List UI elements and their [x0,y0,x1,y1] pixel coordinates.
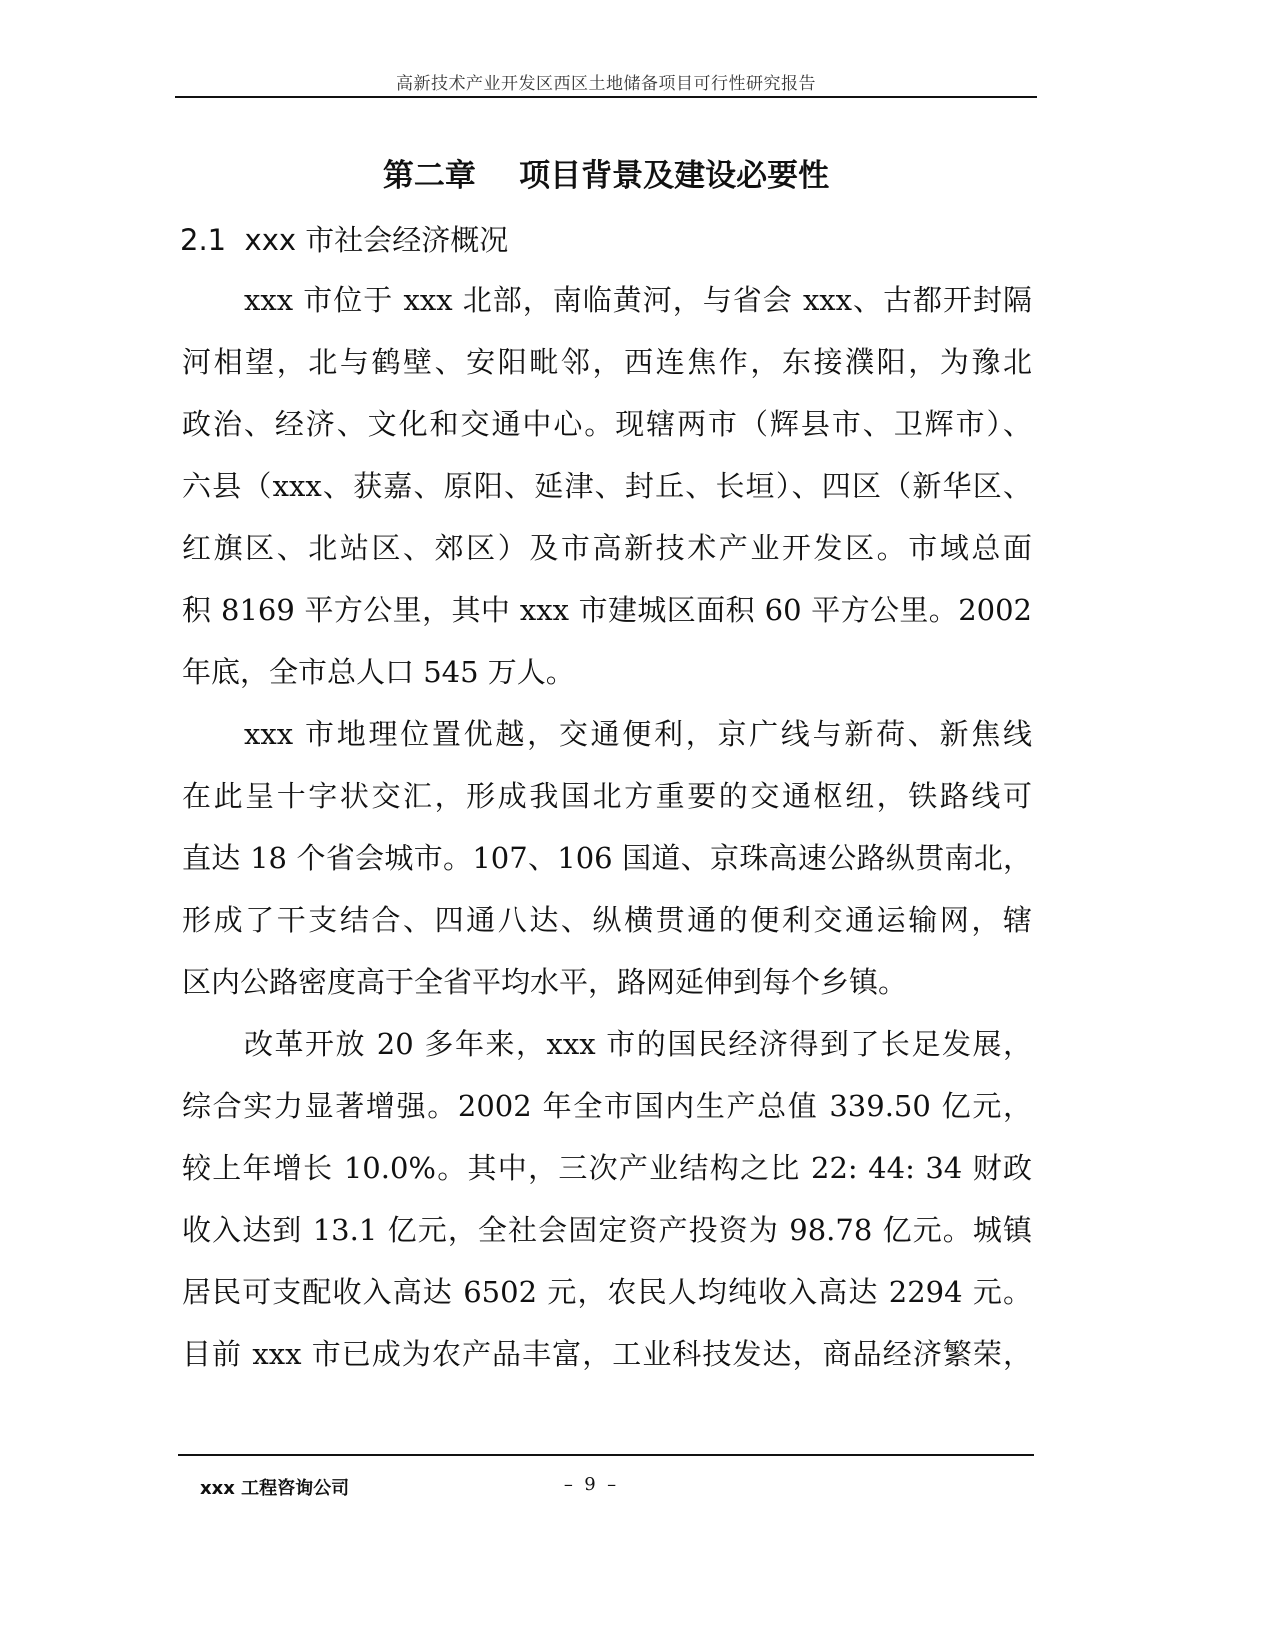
paragraph-1-line-6: 积 8169 平方公里，其中 xxx 市建城区面积 60 平方公里。2002 [182,593,1032,627]
paragraph-3-line-5: 居民可支配收入高达 6502 元，农民人均纯收入高达 2294 元。 [182,1275,1032,1309]
paragraph-1-line-5: 红旗区、北站区、郊区）及市高新技术产业开发区。市域总面 [182,531,1032,565]
paragraph-3-line-2: 综合实力显著增强。2002 年全市国内生产总值 339.50 亿元， [182,1089,1032,1123]
paragraph-3-line-1: 改革开放 20 多年来，xxx 市的国民经济得到了长足发展， [244,1027,1032,1061]
paragraph-2-line-1: xxx 市地理位置优越，交通便利，京广线与新荷、新焦线 [244,717,1032,751]
running-header: 高新技术产业开发区西区土地储备项目可行性研究报告 [396,74,816,94]
paragraph-2-line-2: 在此呈十字状交汇，形成我国北方重要的交通枢纽，铁路线可 [182,779,1032,813]
paragraph-1-line-7: 年底，全市总人口 545 万人。 [182,655,575,689]
paragraph-1-line-2: 河相望，北与鹤壁、安阳毗邻，西连焦作，东接濮阳，为豫北 [182,345,1032,379]
paragraph-2-line-3: 直达 18 个省会城市。107、106 国道、京珠高速公路纵贯南北， [182,841,1032,875]
header-divider [175,96,1037,98]
paragraph-3-line-6: 目前 xxx 市已成为农产品丰富，工业科技发达，商品经济繁荣， [182,1337,1032,1371]
paragraph-1-line-1: xxx 市位于 xxx 北部，南临黄河，与省会 xxx、古都开封隔 [244,283,1032,317]
paragraph-2-line-5: 区内公路密度高于全省平均水平，路网延伸到每个乡镇。 [182,965,908,999]
page-number: – 9 – [563,1474,617,1495]
paragraph-1-line-3: 政治、经济、文化和交通中心。现辖两市（辉县市、卫辉市）、 [182,407,1032,441]
paragraph-1-line-4: 六县（xxx、获嘉、原阳、延津、封丘、长垣）、四区（新华区、 [182,469,1032,503]
paragraph-3-line-3: 较上年增长 10.0%。其中，三次产业结构之比 22: 44: 34 财政 [182,1151,1032,1185]
paragraph-2-line-4: 形成了干支结合、四通八达、纵横贯通的便利交通运输网，辖 [182,903,1032,937]
section-heading: 2.1 xxx 市社会经济概况 [180,223,509,257]
footer-company: xxx 工程咨询公司 [200,1478,350,1499]
paragraph-3-line-4: 收入达到 13.1 亿元，全社会固定资产投资为 98.78 亿元。城镇 [182,1213,1032,1247]
chapter-title: 第二章 项目背景及建设必要性 [382,158,830,194]
footer-divider [178,1454,1034,1456]
